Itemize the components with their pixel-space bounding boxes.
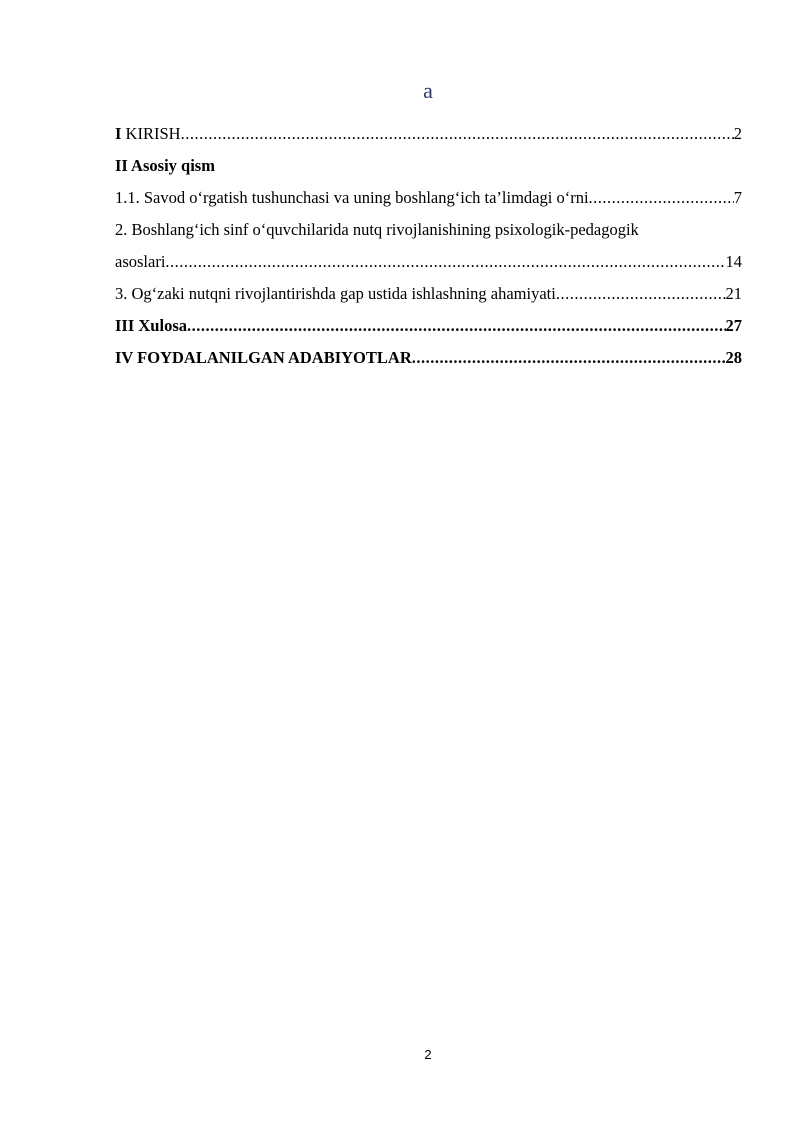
dot-leader <box>181 118 734 150</box>
toc-entry-kirish[interactable] <box>115 118 742 150</box>
toc-entry-title: 1.1. Savod o‘rgatish tushunchasi va uning boshlang‘ich ta’limdagi o‘rni <box>115 188 589 207</box>
toc-entry-page: 7 <box>733 188 742 207</box>
toc-entry-page: 2 <box>733 124 742 143</box>
document-heading: a <box>423 78 433 103</box>
toc-entry-title: III Xulosa <box>115 316 187 335</box>
toc-entry-page: 21 <box>725 284 742 303</box>
toc-entry-page: 27 <box>725 316 742 335</box>
dot-leader <box>589 182 734 214</box>
toc-entry-page: 28 <box>725 348 742 367</box>
toc-entry-xulosa[interactable] <box>115 310 742 342</box>
page-number: 2 <box>424 1047 432 1062</box>
toc-section-title: II Asosiy qism <box>115 156 215 175</box>
toc-entry-prefix: I <box>115 124 122 143</box>
dot-leader <box>556 278 726 310</box>
toc-entry-adabiyotlar[interactable] <box>115 342 742 374</box>
dot-leader <box>165 246 725 278</box>
toc-entry-label: KIRISH <box>121 124 181 143</box>
toc-entry-title: 2. Boshlang‘ich sinf o‘quvchilarida nutq rivojlanishining psixologik-pedagogik <box>115 220 639 239</box>
toc-section-asosiy <box>115 150 742 182</box>
dot-leader <box>187 310 726 342</box>
toc-entry-title-continued: asoslari <box>115 252 166 271</box>
dot-leader <box>412 342 726 374</box>
toc-entry-page: 14 <box>725 252 742 271</box>
toc-entry-1-1[interactable] <box>115 182 742 214</box>
table-of-contents <box>115 118 742 374</box>
toc-entry-title: IV FOYDALANILGAN ADABIYOTLAR <box>115 348 412 367</box>
toc-entry-2-line1[interactable] <box>115 214 742 246</box>
toc-entry-2-line2[interactable] <box>115 246 742 278</box>
toc-entry-title <box>115 118 181 150</box>
toc-entry-title: 3. Og‘zaki nutqni rivojlantirishda gap ustida ishlashning ahamiyati <box>115 284 556 303</box>
toc-entry-3[interactable] <box>115 278 742 310</box>
